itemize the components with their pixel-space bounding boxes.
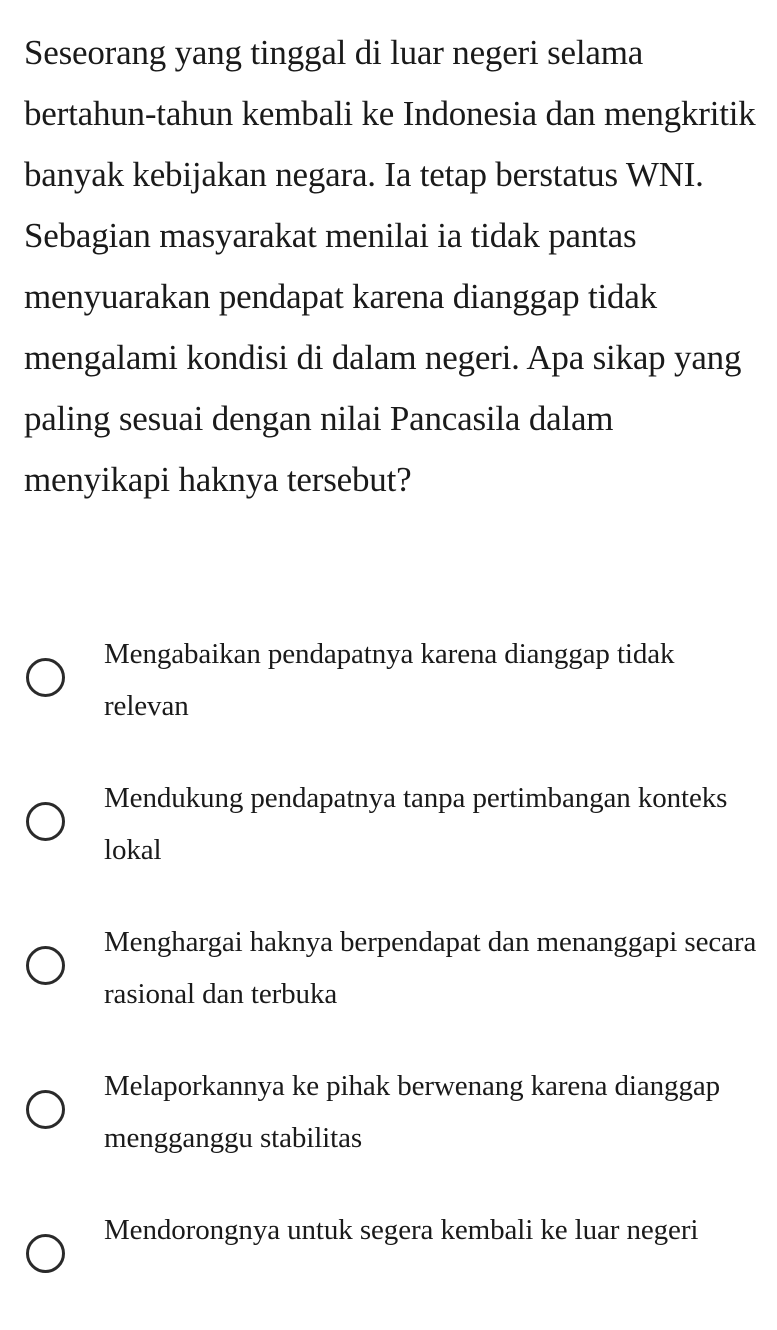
question-text: Seseorang yang tinggal di luar negeri selama bertahun-tahun kembali ke Indonesia dan mengkritik banyak kebijakan negara. Ia tetap berstatus WNI. Sebagian masyarakat menilai ia tidak pantas menyuarakan pendapat karena dianggap tidak mengalami kondisi di dalam negeri. Apa sikap yang paling sesuai dengan nilai Pancasila dalam menyikapi haknya tersebut? xyxy=(24,33,756,499)
answer-options xyxy=(0,610,777,1330)
option-d-label: Melaporkannya ke pihak berwenang karena dianggap mengganggu stabilitas xyxy=(104,1070,721,1154)
option-c-label: Menghargai haknya berpendapat dan menanggapi secara rasional dan terbuka xyxy=(104,926,757,1010)
radio-button-d[interactable] xyxy=(26,1090,65,1129)
option-a[interactable] xyxy=(0,610,777,754)
option-b[interactable] xyxy=(0,754,777,898)
option-e[interactable] xyxy=(0,1186,777,1330)
radio-button-a[interactable] xyxy=(26,658,65,697)
radio-button-c[interactable] xyxy=(26,946,65,985)
option-b-label: Mendukung pendapatnya tanpa pertimbangan konteks lokal xyxy=(104,782,728,866)
radio-button-b[interactable] xyxy=(26,802,65,841)
radio-button-e[interactable] xyxy=(26,1234,65,1273)
option-a-label: Mengabaikan pendapatnya karena dianggap tidak relevan xyxy=(104,638,675,722)
option-c[interactable] xyxy=(0,898,777,1042)
option-d[interactable] xyxy=(0,1042,777,1186)
option-e-label: Mendorongnya untuk segera kembali ke luar negeri xyxy=(104,1214,699,1246)
